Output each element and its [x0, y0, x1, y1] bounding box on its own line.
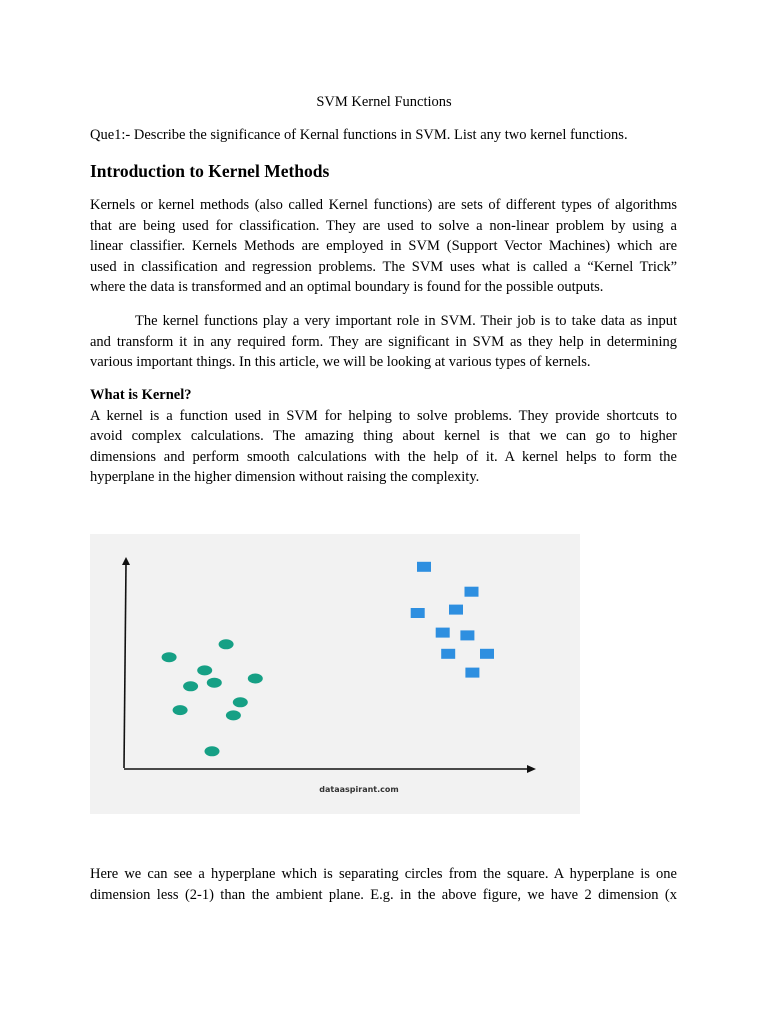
- circle-point: [233, 697, 248, 707]
- square-point: [436, 628, 450, 638]
- paragraph-kernel-role: [90, 311, 677, 373]
- circle-point: [205, 746, 220, 756]
- scatter-figure: [90, 534, 580, 814]
- paragraph-line: various important things. In this article, we will be looking at various types of kernels.: [90, 354, 591, 371]
- circle-point: [173, 705, 188, 715]
- figure-caption: dataaspirant.com: [319, 785, 399, 794]
- paragraph-hyperplane: [90, 864, 677, 905]
- paragraph-line: dimensions and perform smooth calculations with the help of it. A kernel helps to form the: [90, 448, 677, 465]
- circle-point: [219, 639, 234, 649]
- subheading-what-is-kernel: What is Kernel?: [90, 387, 192, 403]
- square-point: [411, 608, 425, 618]
- circle-point: [248, 674, 263, 684]
- paragraph-line: Here we can see a hyperplane which is separating circles from the square. A hyperplane is one: [90, 866, 677, 882]
- paragraph-what-is-kernel: [90, 385, 677, 488]
- paragraph-line: and transform it in any required form. They are significant in SVM as they help in determining: [90, 333, 677, 350]
- x-axis-arrowhead: [527, 765, 536, 773]
- circle-point: [207, 678, 222, 688]
- paragraph-line: where the data is transformed and an optimal boundary is found for the possible outputs.: [90, 279, 604, 296]
- paragraph-line: that are being used for classification. They are used to solve a non-linear problem by using a: [90, 217, 677, 234]
- square-point: [449, 605, 463, 615]
- y-axis-line: [124, 564, 126, 768]
- paragraph-line: used in classification and regression problems. The SVM uses what is called a “Kernel Trick”: [90, 258, 677, 275]
- square-point: [465, 587, 479, 597]
- square-point: [441, 649, 455, 659]
- circle-point: [162, 652, 177, 662]
- paragraph-line: linear classifier. Kernels Methods are employed in SVM (Support Vector Machines) which are: [90, 238, 677, 255]
- question-text: Que1:- Describe the significance of Kernal functions in SVM. List any two kernel functions.: [90, 127, 628, 143]
- square-point: [465, 668, 479, 678]
- document-title: SVM Kernel Functions: [316, 94, 452, 110]
- paragraph-kernel-methods: [90, 195, 677, 298]
- paragraph-line: hyperplane in the higher dimension without raising the complexity.: [90, 469, 480, 486]
- paragraph-line: avoid complex calculations. The amazing thing about kernel is that we can go to higher: [90, 428, 677, 445]
- data-points: [162, 562, 494, 757]
- circle-point: [226, 710, 241, 720]
- square-point: [417, 562, 431, 572]
- paragraph-line: The kernel functions play a very important role in SVM. Their job is to take data as input: [135, 313, 677, 329]
- circle-point: [197, 665, 212, 675]
- paragraph-line: Kernels or kernel methods (also called Kernel functions) are sets of different types of algorithms: [90, 197, 677, 213]
- circle-point: [183, 681, 198, 691]
- square-point: [480, 649, 494, 659]
- scatter-plot: [90, 534, 580, 814]
- paragraph-line: dimension less (2-1) than the ambient plane. E.g. in the above figure, we have 2 dimension (x: [90, 886, 677, 903]
- y-axis-arrowhead: [122, 557, 130, 565]
- section-heading: Introduction to Kernel Methods: [90, 161, 330, 181]
- square-point: [460, 630, 474, 640]
- paragraph-line: A kernel is a function used in SVM for helping to solve problems. They provide shortcuts to: [90, 407, 677, 424]
